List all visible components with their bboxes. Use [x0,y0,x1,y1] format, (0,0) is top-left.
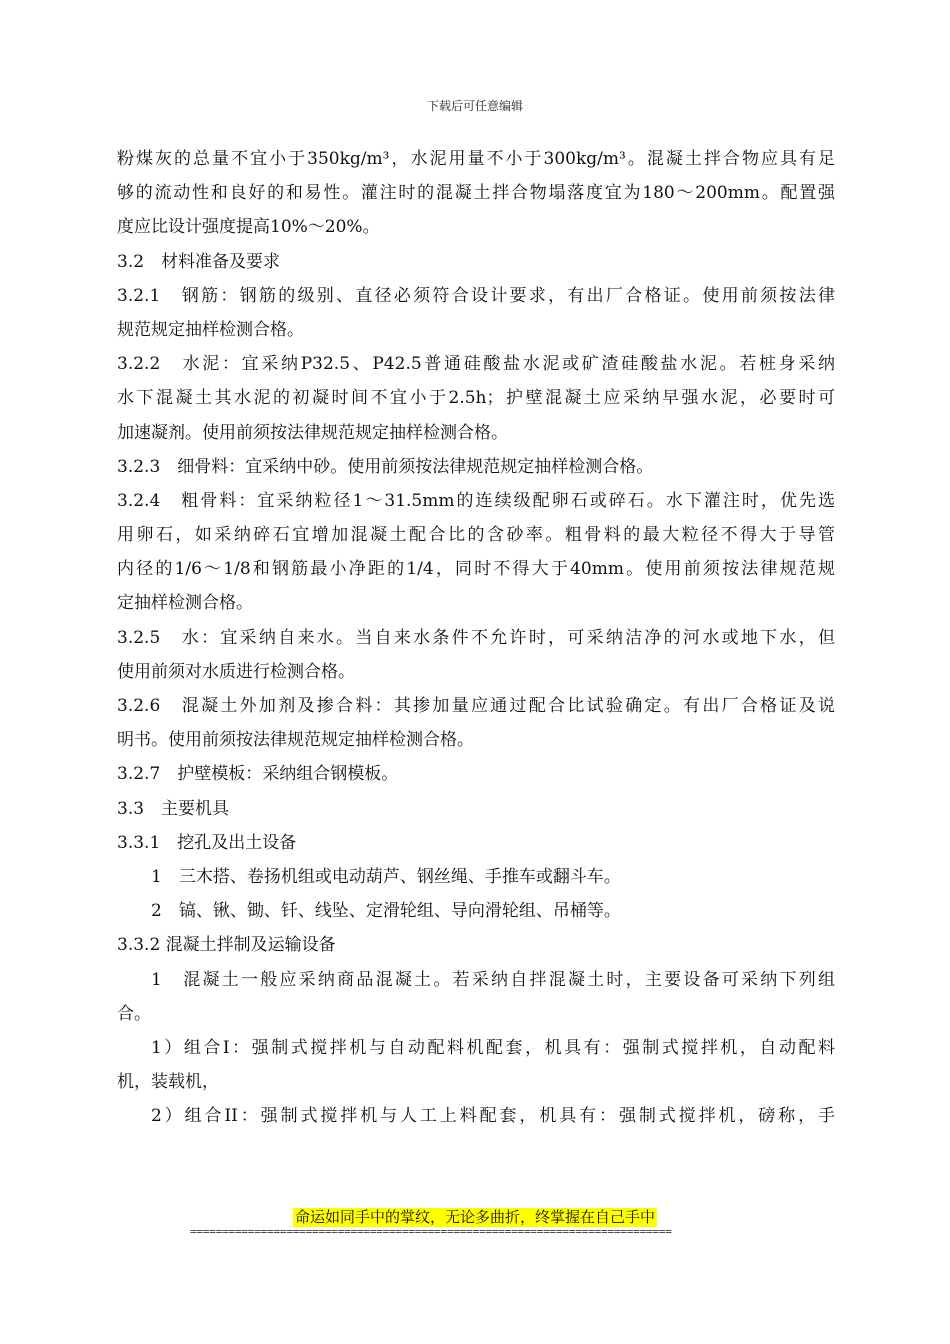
text-line: 3.3.1 挖孔及出土设备 [117,832,297,853]
text-line: 1 三木搭、卷扬机组或电动葫芦、钢丝绳、手推车或翻斗车。 [151,866,621,887]
text-line: 度应比设计强度提高10%～20%。 [117,217,380,238]
text-lines [117,142,835,1133]
text-line: 机，装载机， [117,1072,219,1093]
text-line: 够的流动性和良好的和易性。灌注时的混凝土拌合物塌落度宜为180～200mm。配置强 [117,183,835,204]
footer-motto: 命运如同手中的掌纹，无论多曲折，终掌握在自己手中 [294,1208,655,1226]
text-line: 3.2.1 钢筋：钢筋的级别、直径必须符合设计要求，有出厂合格证。使用前须按法律 [117,285,835,306]
text-line: 合。 [117,1003,151,1024]
page-header: 下载后可任意编辑 [426,99,523,113]
document-body [117,142,835,1133]
text-line: 3.2.6 混凝土外加剂及掺合料：其掺加量应通过配合比试验确定。有出厂合格证及说 [117,696,835,716]
text-line: 2）组合II：强制式搅拌机与人工上料配套，机具有：强制式搅拌机，磅称，手 [151,1106,835,1127]
text-line: 用卵石，如采纳碎石宜增加混凝土配合比的含砂率。粗骨料的最大粒径不得大于导管 [117,525,835,546]
text-line: 3.2.2 水泥：宜采纳P32.5、P42.5普通硅酸盐水泥或矿渣硅酸盐水泥。若桩身采纳 [117,354,835,375]
text-line: 规范规定抽样检测合格。 [117,319,304,340]
text-line: 1 混凝土一般应采纳商品混凝土。若采纳自拌混凝土时，主要设备可采纳下列组 [151,969,835,990]
text-line: 1）组合I：强制式搅拌机与自动配料机配套，机具有：强制式搅拌机，自动配料 [151,1037,835,1058]
text-line: 加速凝剂。使用前须按法律规范规定抽样检测合格。 [117,422,508,443]
text-line: 定抽样检测合格。 [117,593,253,614]
text-line: 3.2.3 细骨料：宜采纳中砂。使用前须按法律规范规定抽样检测合格。 [117,456,654,477]
text-line: 水下混凝土其水泥的初凝时间不宜小于2.5h；护壁混凝土应采纳早强水泥，必要时可 [117,388,835,409]
text-line: 3.2 材料准备及要求 [117,251,281,272]
text-line: 内径的1/6～1/8和钢筋最小净距的1/4，同时不得大于40mm。使用前须按法律规范规 [117,559,835,580]
text-line: 3.3.2 混凝土拌制及运输设备 [117,935,336,956]
text-line: 明书。使用前须按法律规范规定抽样检测合格。 [117,730,474,751]
text-line: 3.2.7 护壁模板：采纳组合钢模板。 [117,764,399,785]
text-line: 粉煤灰的总量不宜小于350kg/m³，水泥用量不小于300kg/m³。混凝土拌合物应具有足 [117,149,835,169]
text-line: 3.2.5 水：宜采纳自来水。当自来水条件不允许时，可采纳洁净的河水或地下水，但 [117,627,835,648]
text-line: 2 镐、锹、锄、钎、线坠、定滑轮组、导向滑轮组、吊桶等。 [151,901,621,922]
text-line: 3.3 主要机具 [117,798,230,819]
page-footer [0,1207,950,1227]
text-line: 3.2.4 粗骨料：宜采纳粒径1～31.5mm的连续级配卵石或碎石。水下灌注时，优先选 [117,490,835,511]
footer-rule: =========================================================================== [190,1225,672,1238]
text-line: 使用前须对水质进行检测合格。 [117,661,355,682]
